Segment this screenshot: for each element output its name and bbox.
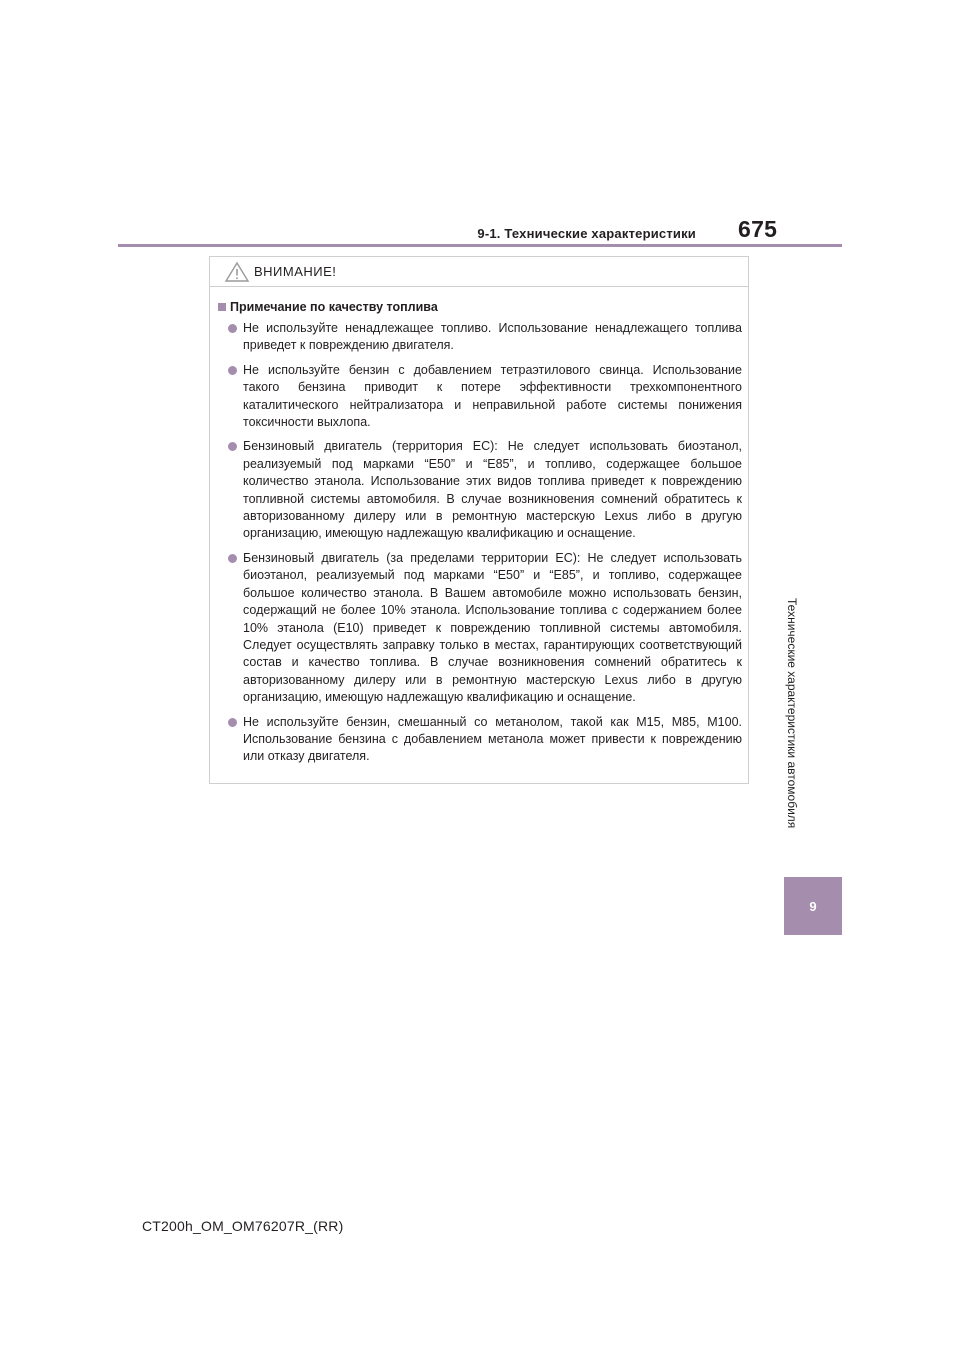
subheading-text: Примечание по качеству топлива	[230, 300, 438, 314]
warning-title: ВНИМАНИЕ!	[254, 264, 337, 279]
bullet-item	[218, 438, 742, 542]
circle-bullet-icon	[228, 324, 237, 333]
bullet-text: Бензиновый двигатель (территория ЕС): Не следует использовать биоэтанол, реализуемый под марками “E50” и “E85”, и топливо, содержащее большое количество этанола. Использование этих видов топлива приведет к повреждению топливной системы автомобиля. В случае возникновения сомнений обратитесь к авторизованному дилеру или в ремонтную мастерскую Lexus либо в другую организацию, имеющую надлежащую квалификацию и оснащение.	[243, 439, 742, 541]
bullet-text: Не используйте бензин, смешанный со метанолом, такой как M15, M85, M100. Использование бензина с добавлением метанола может привести к повреждению или отказу двигателя.	[243, 714, 742, 764]
chapter-tab: 9	[784, 877, 842, 935]
circle-bullet-icon	[228, 718, 237, 727]
side-chapter-label: Технические характеристики автомобиля	[785, 598, 799, 829]
bullet-text: Не используйте ненадлежащее топливо. Использование ненадлежащего топлива приведет к повреждению двигателя.	[243, 321, 742, 353]
warning-box	[209, 256, 749, 784]
section-title: 9-1. Технические характеристики	[477, 226, 696, 241]
circle-bullet-icon	[228, 366, 237, 375]
page-number: 675	[738, 216, 778, 242]
warning-triangle-icon	[224, 261, 250, 283]
bullet-item	[218, 362, 742, 432]
bullet-item	[218, 714, 742, 766]
subheading	[218, 300, 742, 314]
bullet-text: Не используйте бензин с добавлением тетраэтилового свинца. Использование такого бензина приводит к потере эффективности трехкомпонентного каталитического нейтрализатора и неправильной работе системы понижения токсичности выхлопа.	[243, 362, 742, 430]
warning-header	[210, 257, 748, 287]
header-rule	[118, 244, 842, 247]
square-bullet-icon	[218, 303, 226, 311]
bullet-text: Бензиновый двигатель (за пределами территории ЕС): Не следует использовать биоэтанол, реализуемый под марками “E50” и “E85”, и топливо, содержащее большое количество этанола. В Вашем автомобиле можно использовать бензин, содержащий не более 10% этанола. Использование топлива с содержанием более 10% этанола (E10) приведет к повреждению топливной системы автомобиля. Следует осуществлять заправку только в местах, гарантирующих соответствующий состав и качество топлива. В случае возникновения сомнений обратитесь к авторизованному дилеру или в ремонтную мастерскую Lexus либо в другую организацию, имеющую надлежащую квалификацию и оснащение.	[243, 550, 742, 705]
footer-doc-code: CT200h_OM_OM76207R_(RR)	[142, 1218, 344, 1234]
bullet-item	[218, 550, 742, 707]
circle-bullet-icon	[228, 442, 237, 451]
circle-bullet-icon	[228, 554, 237, 563]
warning-body	[210, 287, 748, 766]
bullet-item	[218, 320, 742, 355]
